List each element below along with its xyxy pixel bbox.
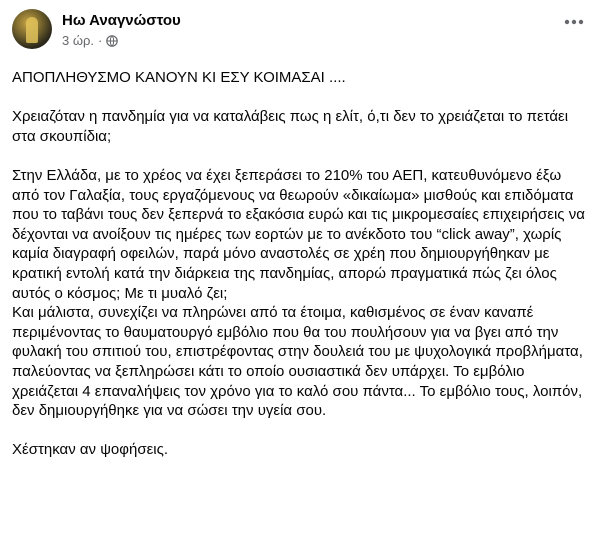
post-header [12,9,181,49]
more-options-icon [564,19,584,25]
globe-icon[interactable] [106,35,118,47]
post-paragraph-3: Στην Ελλάδα, με το χρέος να έχει ξεπεράσει το 210% του ΑΕΠ, κατευθυνόμενο έξω από τον Γαλαξία, τους εργαζόμενους να θεωρούν «δικαίωμα» μισθούς και επιδόματα που το ταβάνι τους δεν ξεπερνά το εξακόσια ευρώ και τις μικρομεσαίες επιχειρήσεις να δέχονται να ανοίξουν τις ημέρες των εορτών με το ανέκδοτο του “click away”, χωρίς καμία διαγραφή οφειλών, παρά μόνο αναστολές σε χρέη που δημιουργήθηκαν με κρατική εντολή κατά την διάρκεια της πανδημίας, απορώ πραγματικά πώς ζει όλος αυτός ο κόσμος; Με τι μυαλό ζει; [12,166,585,302]
paragraph-gap [12,146,590,166]
author-name[interactable]: Ηω Αναγνώστου [62,12,181,29]
post-paragraph-1: ΑΠΟΠΛΗΘΥΣΜΟ ΚΑΝΟΥΝ ΚΙ ΕΣΥ ΚΟΙΜΑΣΑΙ .... [12,69,346,86]
post-paragraph-4: Και μάλιστα, συνεχίζει να πληρώνει από τα έτοιμα, καθισμένος σε έναν καναπέ περιμένοντας το θαυματουργό εμβόλιο που θα του πουλήσουν για να βγει από την φυλακή του σπιτιού του, επιστρέφοντας στην δουλειά του με ψυχολογικά προβλήματα, παλεύοντας να ξεπληρώσει κάτι το οποίο ουσιαστικά δεν υπάρχει. Το εμβόλιο χρειάζεται 4 επαναλήψεις τον χρόνο για το καλό σου πάντα... Το εμβόλιο τους, λοιπόν, δεν δημιουργήθηκε για να σώσει την υγεία σου. [12,304,583,420]
post-paragraph-5: Χέστηκαν αν ψοφήσεις. [12,441,168,459]
post-text [12,68,590,460]
post-timestamp[interactable]: 3 ώρ. [62,33,94,48]
avatar[interactable] [12,9,52,49]
meta-separator: · [98,33,103,48]
paragraph-gap [12,88,590,108]
post-paragraph-2: Χρειαζόταν η πανδημία για να καταλάβεις πως η ελίτ, ό,τι δεν το χρειάζεται το πετάει στα σκουπίδια; [12,108,569,145]
avatar-figure [26,17,38,43]
meta-row [62,33,181,49]
post-meta [62,12,181,49]
more-options-button[interactable] [560,12,588,32]
paragraph-gap [12,421,590,441]
